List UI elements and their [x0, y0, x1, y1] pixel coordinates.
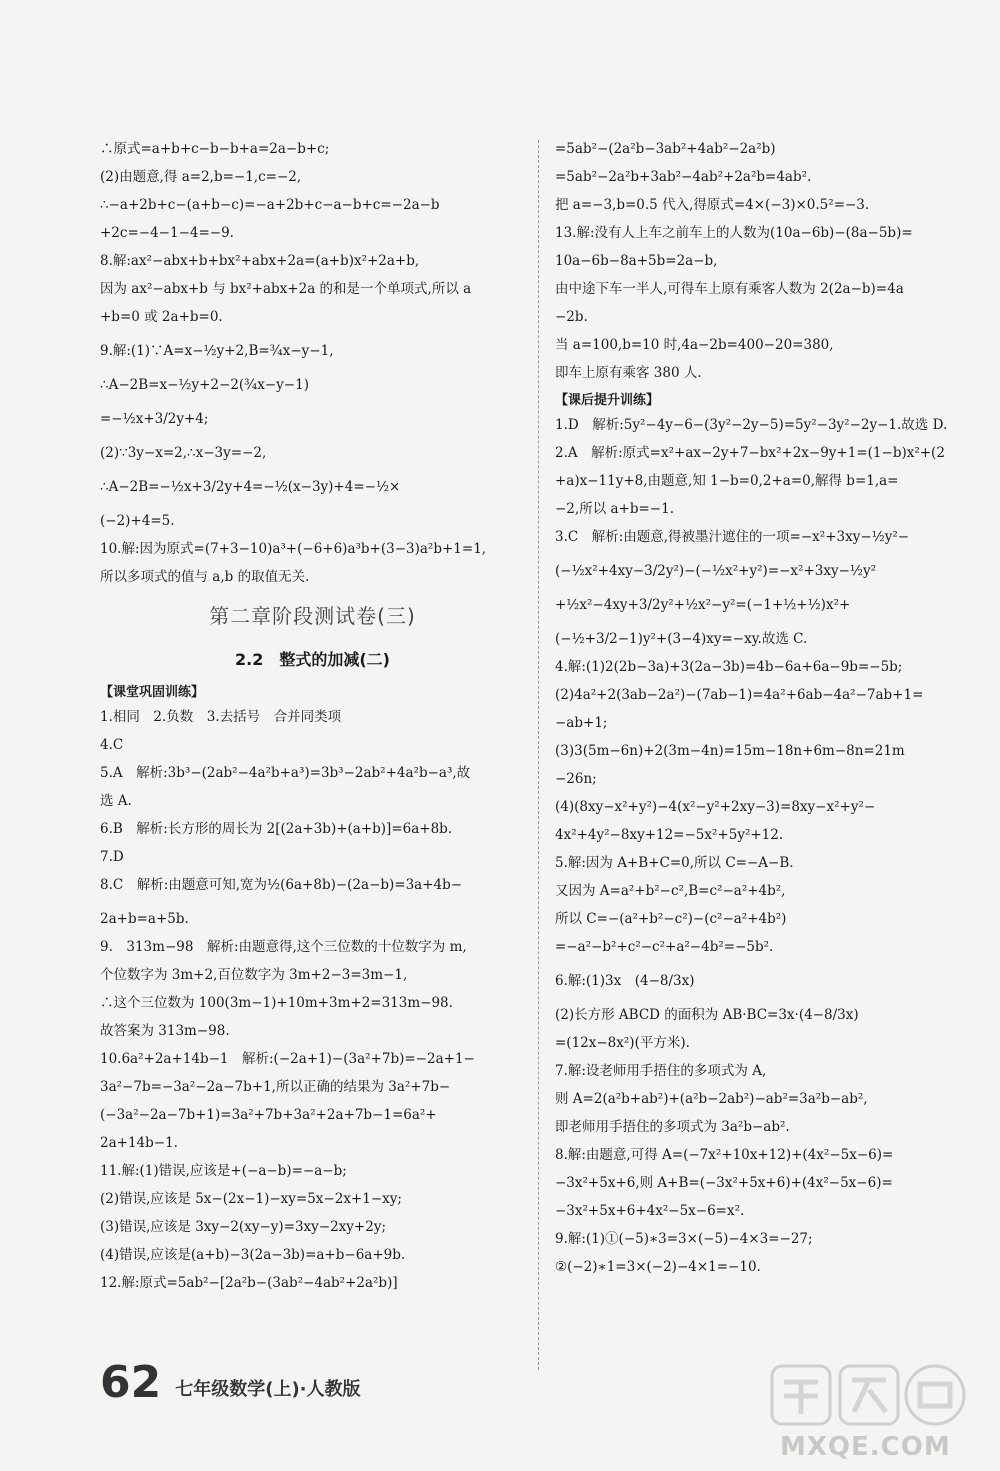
- right-line: (2)长方形 ABCD 的面积为 AB·BC=3x·(4−8/3x): [555, 1007, 859, 1023]
- right-line: 所以 C=−(a²+b²−c²)−(c²−a²+4b²): [555, 911, 787, 927]
- right-line: 13.解:没有人上车之前车上的人数为(10a−6b)−(8a−5b)=: [555, 225, 913, 241]
- right-line: −26n;: [555, 771, 597, 787]
- right-line: ②(−2)∗1=3×(−2)−4×1=−10.: [555, 1259, 761, 1275]
- right-line: =5ab²−(2a²b−3ab²+4ab²−2a²b): [555, 141, 776, 157]
- left-line: (−3a²−2a−7b+1)=3a²+7b+3a²+2a+7b−1=6a²+: [100, 1107, 437, 1123]
- left-line: +b=0 或 2a+b=0.: [100, 309, 223, 325]
- right-line: (4)(8xy−x²+y²)−4(x²−y²+2xy−3)=8xy−x²+y²−: [555, 799, 876, 815]
- subsection-heading: 【课堂巩固训练】: [100, 685, 205, 700]
- left-line: (4)错误,应该是(a+b)−3(2a−3b)=a+b−6a+9b.: [100, 1247, 406, 1263]
- right-column: [555, 140, 975, 1286]
- left-line: (2)由题意,得 a=2,b=−1,c=−2,: [100, 169, 302, 185]
- book-title: 七年级数学(上)·人教版: [175, 1379, 361, 1400]
- right-line: 即车上原有乘客 380 人.: [555, 365, 702, 381]
- right-line: =(12x−8x²)(平方米).: [555, 1035, 690, 1051]
- left-line: (2)错误,应该是 5x−(2x−1)−xy=5x−2x+1−xy;: [100, 1191, 402, 1207]
- right-line: (3)3(5m−6n)+2(3m−4n)=15m−18n+6m−8n=21m: [555, 743, 905, 759]
- left-line: ∴A−2B=−½x+3/2y+4=−½(x−3y)+4=−½×: [100, 479, 401, 495]
- chapter-title: 第二章阶段测试卷(三): [209, 604, 416, 628]
- left-line: 因为 ax²−abx+b 与 bx²+abx+2a 的和是一个单项式,所以 a: [100, 281, 472, 297]
- right-line: 由中途下车一半人,可得车上原有乘客人数为 2(2a−b)=4a: [555, 281, 904, 297]
- right-line: 1.D 解析:5y²−4y−6−(3y²−2y−5)=5y²−3y²−2y−1.故选 D.: [555, 417, 948, 433]
- right-line: 又因为 A=a²+b²−c²,B=c²−a²+4b²,: [555, 883, 786, 899]
- left-line: (−2)+4=5.: [100, 513, 175, 529]
- right-line: 9.解:(1)①(−5)∗3=3×(−5)−4×3=−27;: [555, 1231, 813, 1247]
- left-line: 4.C: [100, 737, 124, 753]
- right-line: =−a²−b²+c²−c²+a²−4b²=−5b².: [555, 939, 774, 955]
- right-line: −ab+1;: [555, 715, 608, 731]
- right-line: 则 A=2(a²b+ab²)+(a²b−2ab²)−ab²=3a²b−ab²,: [555, 1091, 868, 1107]
- right-line: +½x²−4xy+3/2y²+½x²−y²=(−1+½+½)x²+: [555, 597, 851, 613]
- left-line: 10.6a²+2a+14b−1 解析:(−2a+1)−(3a²+7b)=−2a+1−: [100, 1051, 475, 1067]
- section-title: 2.2 整式的加减(二): [235, 650, 390, 669]
- left-line: 8.解:ax²−abx+b+bx²+abx+2a=(a+b)x²+2a+b,: [100, 253, 420, 269]
- left-line: 12.解:原式=5ab²−[2a²b−(3ab²−4ab²+2a²b)]: [100, 1275, 398, 1291]
- left-line: (3)错误,应该是 3xy−2(xy−y)=3xy−2xy+2y;: [100, 1219, 387, 1235]
- right-line: 2.A 解析:原式=x²+ax−2y+7−bx²+2x−9y+1=(1−b)x²+(2: [555, 445, 945, 461]
- right-line: (2)4a²+2(3ab−2a²)−(7ab−1)=4a²+6ab−4a²−7ab+1=: [555, 687, 924, 703]
- subsection-heading: 【课后提升训练】: [555, 393, 660, 408]
- left-column: [100, 140, 525, 1302]
- page-number: 62: [100, 1357, 162, 1408]
- right-line: 把 a=−3,b=0.5 代入,得原式=4×(−3)×0.5²=−3.: [555, 197, 870, 213]
- left-line: 9. 313m−98 解析:由题意得,这个三位数的十位数字为 m,: [100, 939, 467, 955]
- right-line: 6.解:(1)3x (4−8/3x): [555, 973, 695, 989]
- left-line: (2)∵3y−x=2,∴x−3y=−2,: [100, 445, 267, 461]
- left-line: =−½x+3/2y+4;: [100, 411, 209, 427]
- right-line: 4.解:(1)2(2b−3a)+3(2a−3b)=4b−6a+6a−9b=−5b;: [555, 659, 903, 675]
- right-line: 5.解:因为 A+B+C=0,所以 C=−A−B.: [555, 855, 794, 871]
- right-line: (−½x²+4xy−3/2y²)−(−½x²+y²)=−x²+3xy−½y²: [555, 563, 877, 579]
- right-line: −2,所以 a+b=−1.: [555, 501, 674, 517]
- left-line: 选 A.: [100, 793, 132, 809]
- left-line: 6.B 解析:长方形的周长为 2[(2a+3b)+(a+b)]=6a+8b.: [100, 821, 453, 837]
- right-line: −3x²+5x+6,则 A+B=(−3x²+5x+6)+(4x²−5x−6)=: [555, 1175, 893, 1191]
- left-line: 个位数字为 3m+2,百位数字为 3m+2−3=3m−1,: [100, 967, 408, 983]
- column-divider: [538, 140, 539, 1370]
- right-line: −3x²+5x+6+4x²−5x−6=x².: [555, 1203, 745, 1219]
- left-line: 2a+14b−1.: [100, 1135, 178, 1151]
- watermark-logo-icon: [770, 1360, 970, 1430]
- right-line: 即老师用手捂住的多项式为 3a²b−ab².: [555, 1119, 790, 1135]
- left-line: 11.解:(1)错误,应该是+(−a−b)=−a−b;: [100, 1163, 347, 1179]
- right-line: +a)x−11y+8,由题意,知 1−b=0,2+a=0,解得 b=1,a=: [555, 473, 899, 489]
- left-line: 9.解:(1)∵A=x−½y+2,B=¾x−y−1,: [100, 343, 334, 359]
- page-footer: [100, 1345, 361, 1408]
- right-line: 10a−6b−8a+5b=2a−b,: [555, 253, 718, 269]
- left-line: 所以多项式的值与 a,b 的取值无关.: [100, 569, 310, 585]
- left-line: ∴原式=a+b+c−b−b+a=2a−b+c;: [100, 141, 330, 157]
- left-line: 1.相同 2.负数 3.去括号 合并同类项: [100, 709, 342, 725]
- left-line: 8.C 解析:由题意可知,宽为½(6a+8b)−(2a−b)=3a+4b−: [100, 877, 463, 893]
- left-line: ∴这个三位数为 100(3m−1)+10m+3m+2=313m−98.: [100, 995, 453, 1011]
- right-line: 3.C 解析:由题意,得被墨汁遮住的一项=−x²+3xy−½y²−: [555, 529, 910, 545]
- left-line: ∴−a+2b+c−(a+b−c)=−a+2b+c−a−b+c=−2a−b: [100, 197, 440, 213]
- right-line: 4x²+4y²−8xy+12=−5x²+5y²+12.: [555, 827, 784, 843]
- left-line: ∴A−2B=x−½y+2−2(¾x−y−1): [100, 377, 309, 393]
- right-line: (−½+3/2−1)y²+(3−4)xy=−xy.故选 C.: [555, 631, 808, 647]
- watermark-url: MXQE.COM: [780, 1432, 951, 1462]
- left-line: +2c=−4−1−4=−9.: [100, 225, 234, 241]
- left-line: 2a+b=a+5b.: [100, 911, 189, 927]
- right-line: =5ab²−2a²b+3ab²−4ab²+2a²b=4ab².: [555, 169, 812, 185]
- left-line: 故答案为 313m−98.: [100, 1023, 230, 1039]
- left-line: 7.D: [100, 849, 124, 865]
- right-line: 7.解:设老师用手捂住的多项式为 A,: [555, 1063, 767, 1079]
- left-line: 10.解:因为原式=(7+3−10)a³+(−6+6)a³b+(3−3)a²b+1=1,: [100, 541, 487, 557]
- left-line: 3a²−7b=−3a²−2a−7b+1,所以正确的结果为 3a²+7b−: [100, 1079, 451, 1095]
- right-line: 8.解:由题意,可得 A=(−7x²+10x+12)+(4x²−5x−6)=: [555, 1147, 894, 1163]
- right-line: −2b.: [555, 309, 588, 325]
- right-line: 当 a=100,b=10 时,4a−2b=400−20=380,: [555, 337, 834, 353]
- left-line: 5.A 解析:3b³−(2ab²−4a²b+a³)=3b³−2ab²+4a²b−a³,故: [100, 765, 471, 781]
